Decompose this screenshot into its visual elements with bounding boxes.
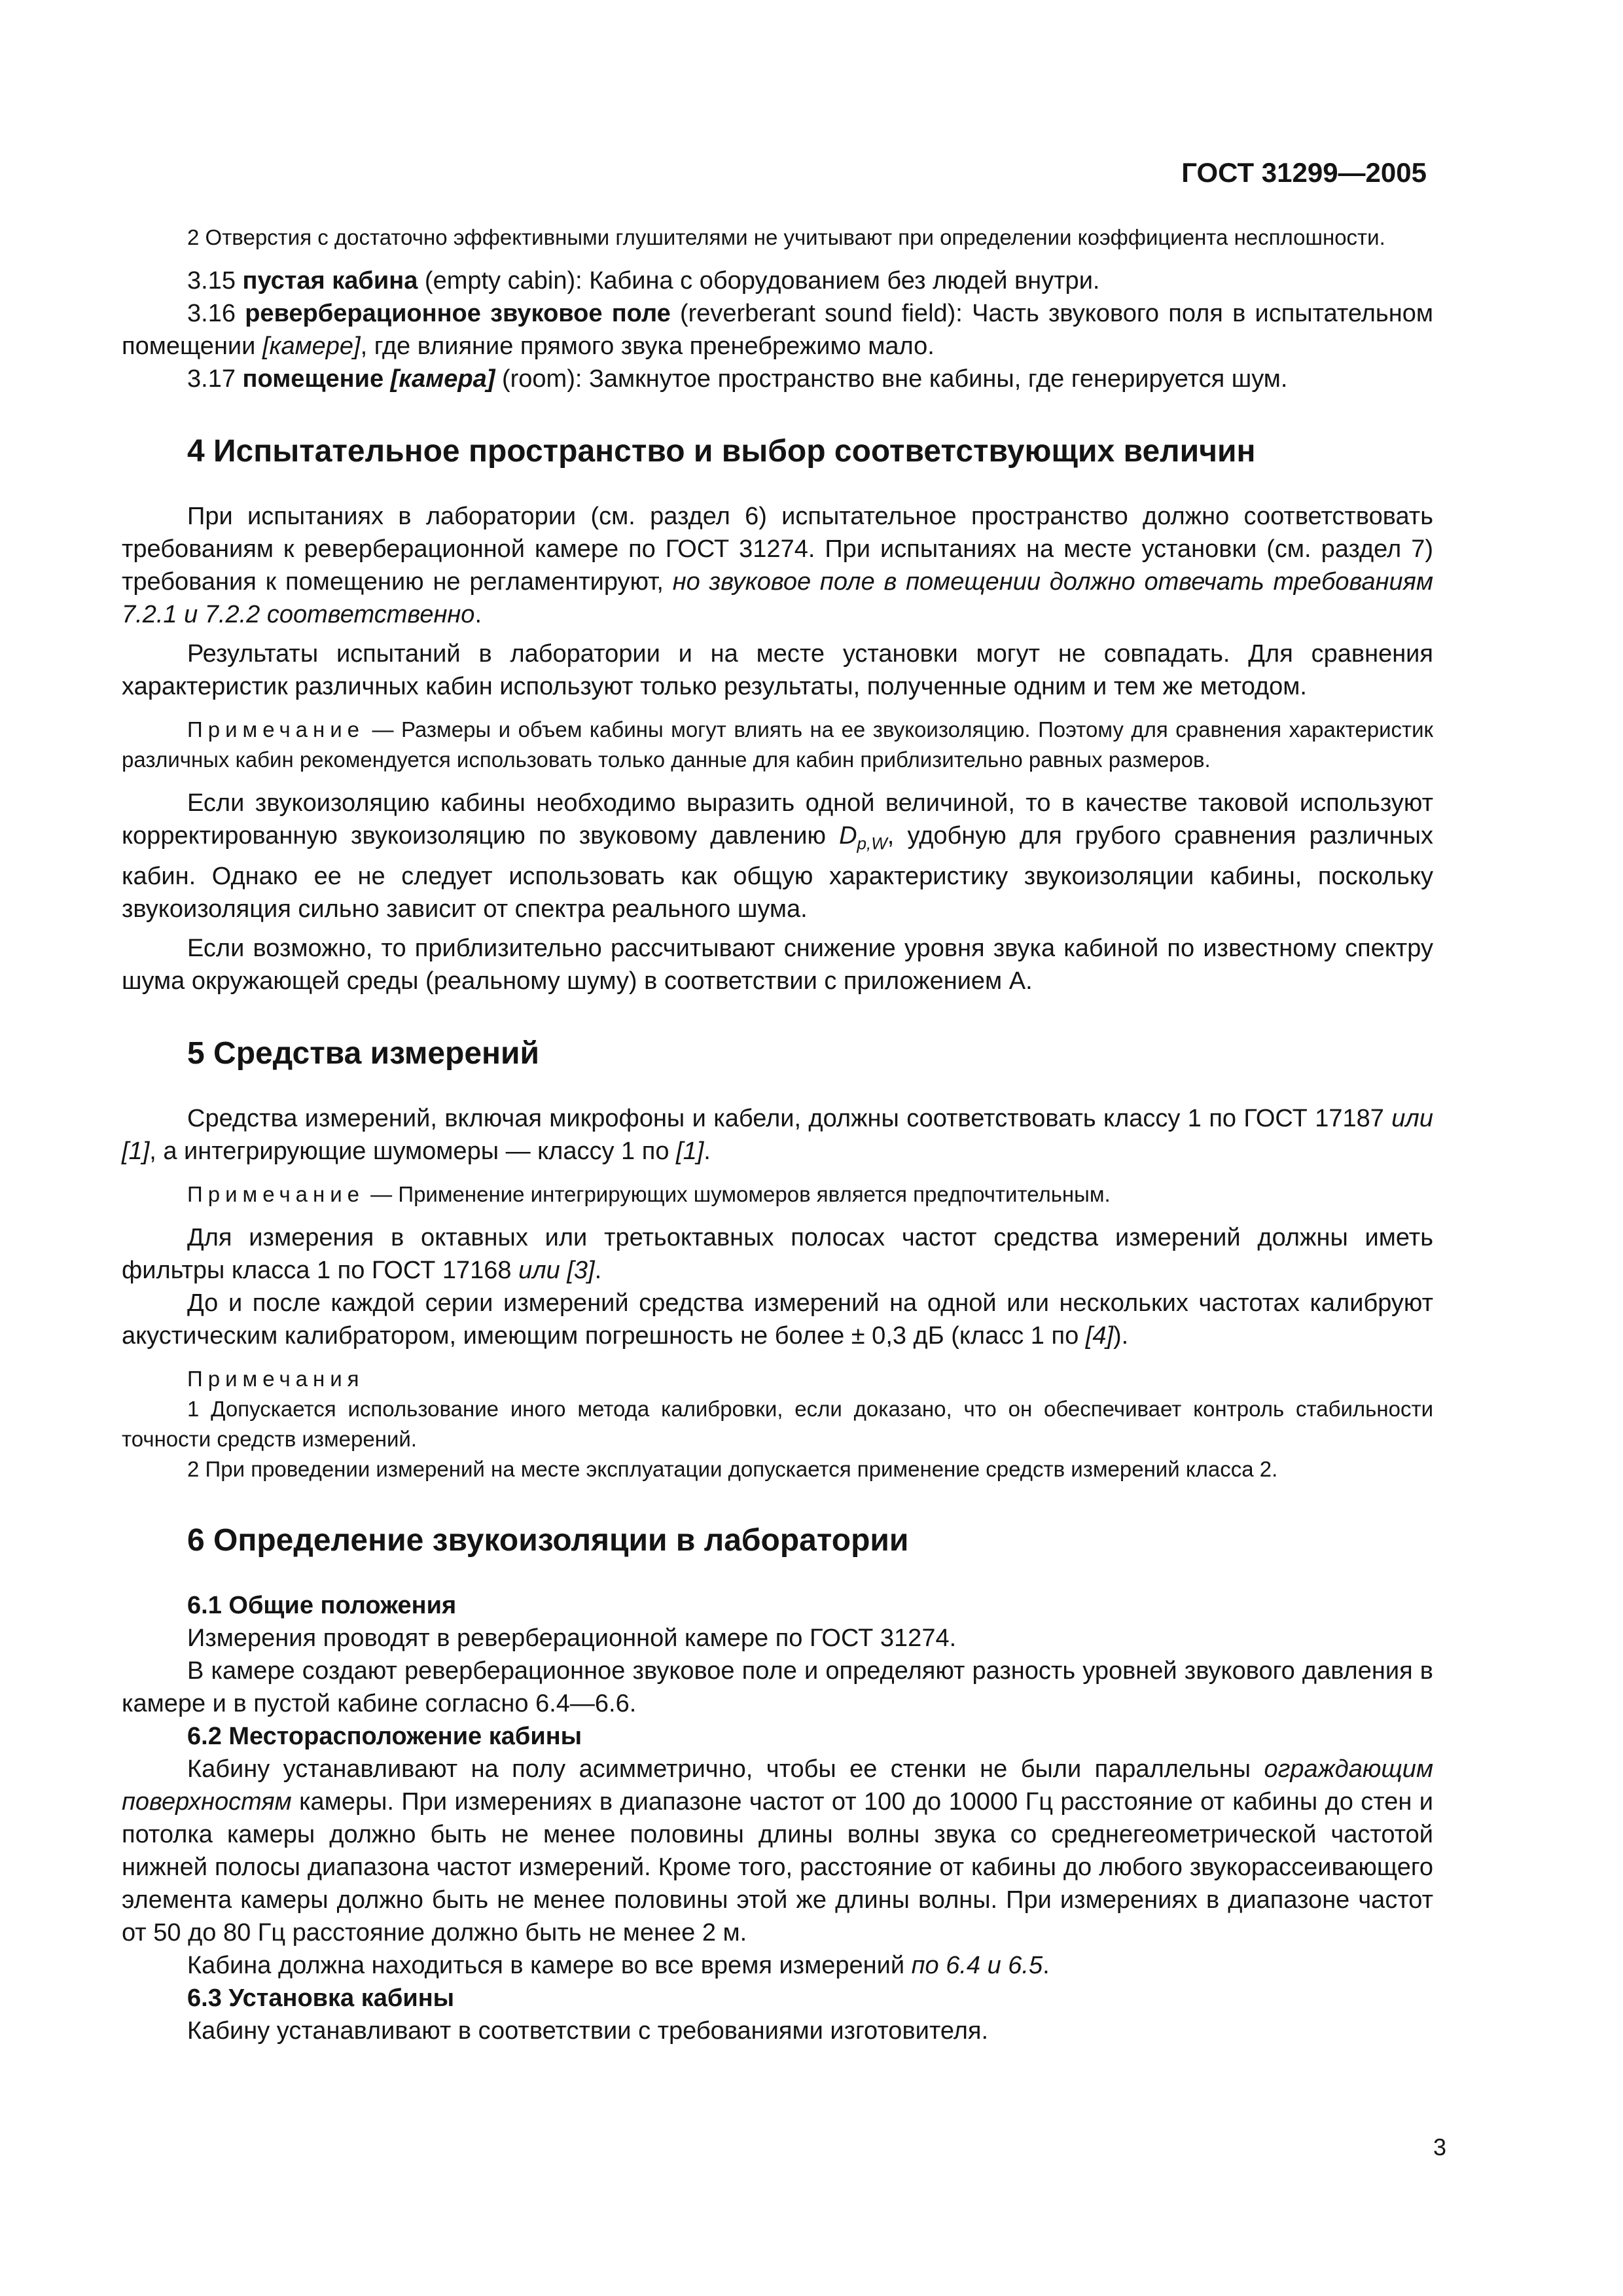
term-name: пустая кабина <box>242 267 418 295</box>
term-name: помещение <box>242 365 391 393</box>
section-6-heading: 6 Определение звукоизоляции в лаборатории <box>187 1522 909 1558</box>
section-5-note-2: 2 При проведении измерений на месте эксплуатации допускается применение средств измерений класса 2. <box>187 1456 1278 1481</box>
term-name: реверберационное звуковое поле <box>245 300 671 327</box>
text: камеры. При измерениях в диапазоне частот от 100 до 10000 Гц расстояние от кабины до стен и потолка камеры должно быть не менее половины длины волны звука со среднегеометрической частотой нижней полосы диапазона частот измерений. Кроме того, расстояние от кабины до любого звукорассеивающего элемента камеры должно быть не менее половины этой же длины волны. При измерениях в диапазоне частот от 50 до 80 Гц расстояние должно быть не менее 2 м. <box>122 1787 1433 1946</box>
text: . <box>474 601 482 628</box>
section-4-heading: 4 Испытательное пространство и выбор соответствующих величин <box>187 434 1256 469</box>
subsection-6-2-heading: 6.2 Месторасположение кабины <box>187 1722 582 1750</box>
text: , удобную для грубого сравнения различных кабин. Однако ее не следует использовать как общую характеристику звукоизоляции кабины, поскольку звукоизоляция сильно зависит от спектра реального шума. <box>122 822 1433 923</box>
text: . <box>594 1256 602 1284</box>
note-label: Примечание <box>187 717 365 742</box>
text: Кабину устанавливают на полу асимметрично, чтобы ее стенки не были параллельны <box>187 1755 1264 1783</box>
term-english: (empty cabin): <box>418 267 590 295</box>
section-4-paragraph-2: Результаты испытаний в лаборатории и на месте установки могут не совпадать. Для сравнения характеристик различных кабин используют только результаты, полученные одним и тем же методом. <box>122 640 1433 700</box>
subsection-6-1-heading: 6.1 Общие положения <box>187 1591 457 1619</box>
note-label: Примечание <box>187 1181 365 1206</box>
subsection-6-2-paragraph-1 <box>122 1753 1433 1949</box>
section-5-paragraph-1 <box>122 1102 1433 1168</box>
term-definition: Кабина с оборудованием без людей внутри. <box>589 267 1100 295</box>
symbol-d: D <box>839 822 857 850</box>
subsection-6-1-paragraph-1: Измерения проводят в реверберационной камере по ГОСТ 31274. <box>187 1624 957 1652</box>
term-definition-italic: [камере] <box>262 332 361 360</box>
term-number: 3.15 <box>187 267 236 295</box>
text-italic: или [3] <box>518 1256 595 1284</box>
subsection-6-1-paragraph-2: В камере создают реверберационное звуковое поле и определяют разность уровней звукового давления в камере и в пустой кабине согласно 6.4—6.6. <box>122 1657 1433 1717</box>
term-number: 3.17 <box>187 365 236 393</box>
term-3-17 <box>122 363 1433 395</box>
text: Средства измерений, включая микрофоны и кабели, должны соответствовать классу 1 по ГОСТ 17187 <box>187 1104 1392 1132</box>
page-number: 3 <box>1433 2134 1446 2161</box>
text: . <box>1043 1951 1050 1979</box>
term-name-italic: [камера] <box>390 365 495 393</box>
note-top: 2 Отверстия с достаточно эффективными глушителями не учитывают при определении коэффициента несплошности. <box>187 225 1385 249</box>
term-3-15 <box>122 264 1433 297</box>
note-text: — Применение интегрирующих шумомеров является предпочтительным. <box>365 1181 1111 1206</box>
section-5-heading: 5 Средства измерений <box>187 1035 540 1071</box>
note-text: — Размеры и объем кабины могут влиять на ее звукоизоляцию. Поэтому для сравнения характеристик различных кабин рекомендуется использовать только данные для кабин приблизительно равных размеров. <box>122 717 1433 772</box>
text: Для измерения в октавных или третьоктавных полосах частот средства измерений должны иметь фильтры класса 1 по ГОСТ 17168 <box>122 1223 1433 1284</box>
term-definition: Замкнутое пространство вне кабины, где генерируется шум. <box>588 365 1288 393</box>
section-5-note <box>122 1179 1433 1210</box>
text-italic: по 6.4 и 6.5 <box>911 1951 1043 1979</box>
text: Кабина должна находиться в камере во все время измерений <box>187 1951 912 1979</box>
section-5-notes-label <box>122 1364 1433 1394</box>
term-definition-end: , где влияние прямого звука пренебрежимо мало. <box>360 332 935 360</box>
section-4-paragraph-1 <box>122 500 1433 631</box>
subsection-6-2-paragraph-2 <box>122 1949 1433 1982</box>
term-3-16 <box>122 297 1433 363</box>
subsection-6-3-heading: 6.3 Установка кабины <box>187 1984 455 2012</box>
section-4-paragraph-3 <box>122 787 1433 925</box>
term-number: 3.16 <box>187 300 236 327</box>
text-italic: [1] <box>676 1137 704 1165</box>
text: До и после каждой серии измерений средства измерений на одной или нескольких частотах калибруют акустическим калибратором, имеющим погрешность не более ± 0,3 дБ (класс 1 по <box>122 1289 1433 1350</box>
text-italic: [4] <box>1085 1321 1114 1350</box>
document-body <box>122 223 1433 2047</box>
symbol-subscript: p,W <box>857 833 887 853</box>
text: , а интегрирующие шумомеры — классу 1 по <box>149 1137 677 1165</box>
text-italic: или [1] <box>122 1104 1433 1165</box>
document-code-header: ГОСТ 31299—2005 <box>1181 157 1427 188</box>
text: При испытаниях в лаборатории (см. раздел 6) испытательное пространство должно соответствовать требованиям к реверберационной камере по ГОСТ 31274. При испытаниях на месте установки (см. раздел 7) требования к помещению не регламентируют, <box>122 503 1433 596</box>
note-label: Примечания <box>187 1366 365 1391</box>
term-english: (room): <box>495 365 589 393</box>
text-italic: но звуковое поле в помещении должно отвечать требованиям 7.2.1 и 7.2.2 соответственно <box>122 568 1434 628</box>
section-5-paragraph-2 <box>122 1221 1433 1287</box>
text: . <box>704 1137 711 1165</box>
term-english: (reverberant sound field): <box>670 300 972 327</box>
section-4-note <box>122 715 1433 775</box>
section-5-paragraph-3 <box>122 1287 1433 1352</box>
term-definition: Часть звукового поля в испытательном помещении <box>122 300 1433 360</box>
section-4-paragraph-4: Если возможно, то приблизительно рассчитывают снижение уровня звука кабиной по известному спектру шума окружающей среды (реальному шуму) в соответствии с приложением А. <box>122 934 1433 995</box>
text: Если звукоизоляцию кабины необходимо выразить одной величиной, то в качестве таковой используют корректированную звукоизоляцию по звуковому давлению <box>122 789 1433 850</box>
text-italic: ограждающим поверхностям <box>122 1755 1433 1816</box>
section-5-note-1: 1 Допускается использование иного метода калибровки, если доказано, что он обеспечивает контроль стабильности точности средств измерений. <box>122 1396 1433 1451</box>
subsection-6-3-paragraph-1: Кабину устанавливают в соответствии с требованиями изготовителя. <box>187 2017 989 2045</box>
text: ). <box>1113 1321 1129 1350</box>
